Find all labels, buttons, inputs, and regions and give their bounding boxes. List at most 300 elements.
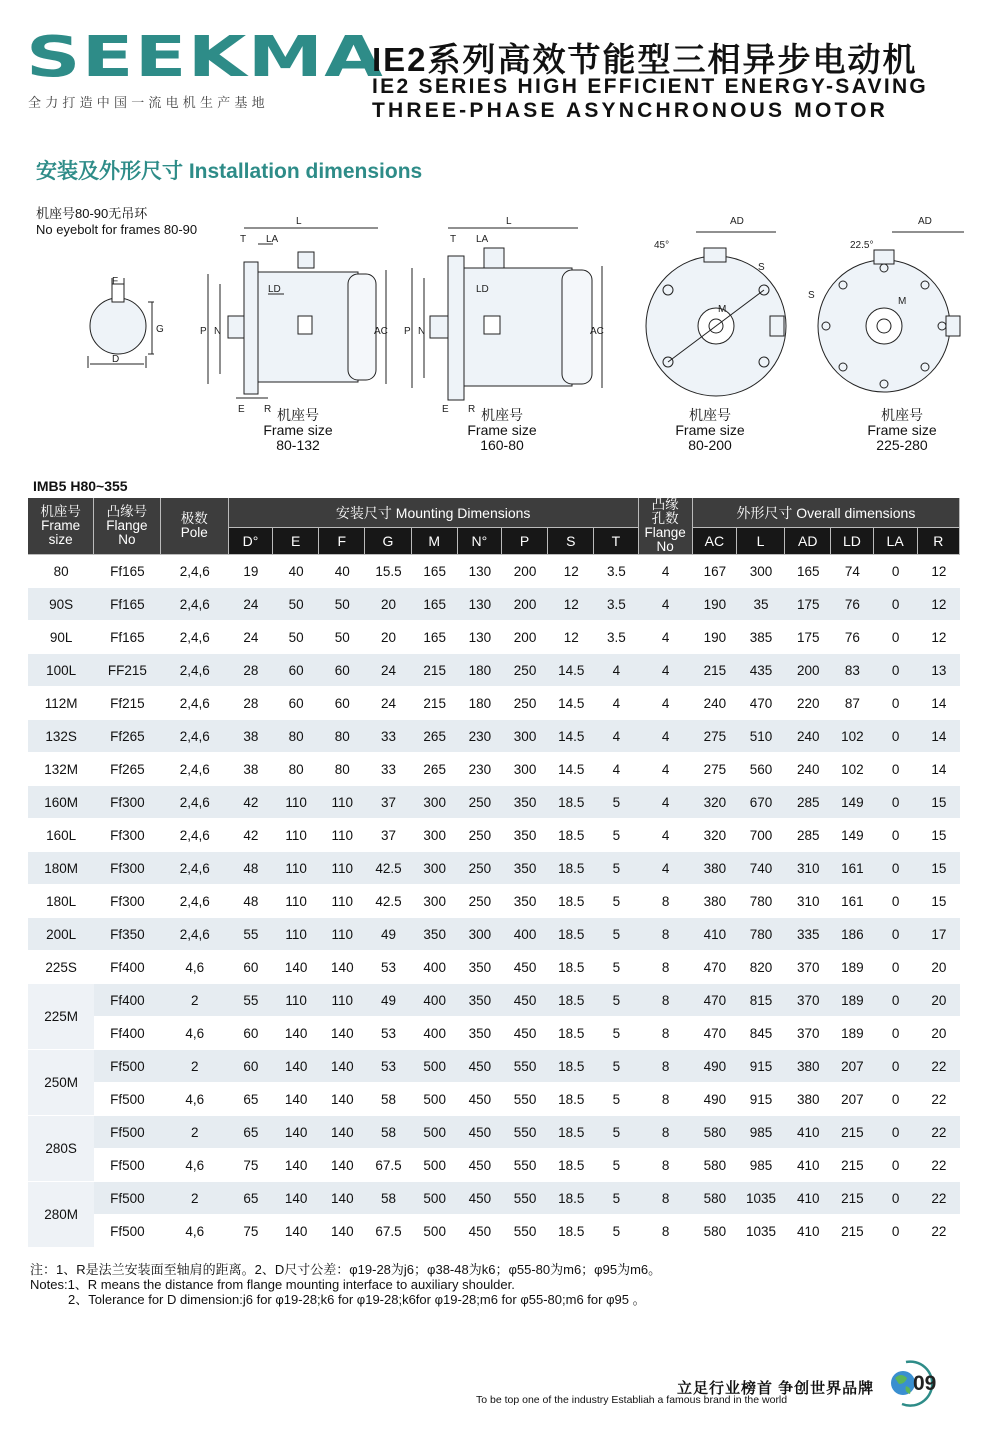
table-cell: 130 [458, 588, 502, 621]
table-cell: 28 [229, 654, 273, 687]
table-cell: Ff300 [94, 786, 160, 819]
table-cell: 490 [693, 1050, 737, 1083]
table-cell: 74 [831, 555, 873, 588]
table-cell: 60 [273, 687, 319, 720]
table-cell: 110 [273, 918, 319, 951]
table-cell: 20 [918, 984, 960, 1017]
table-cell: 4,6 [161, 1149, 229, 1182]
table-cell: 215 [693, 654, 737, 687]
frame-size-cell: 90L [28, 621, 94, 654]
table-cell: 12 [918, 588, 960, 621]
table-cell: 189 [831, 1017, 873, 1050]
table-cell: 14.5 [548, 654, 594, 687]
notes [30, 1262, 661, 1307]
table-cell: 140 [273, 1017, 319, 1050]
column-header: P [502, 528, 548, 555]
frame-size-cell: 280M [28, 1182, 94, 1248]
table-cell: 5 [594, 1050, 638, 1083]
table-cell: 300 [412, 852, 458, 885]
table-cell: 4 [639, 720, 693, 753]
table-cell: 12 [548, 588, 594, 621]
table-cell: 110 [319, 786, 365, 819]
table-cell: 110 [273, 852, 319, 885]
table-cell: 140 [273, 1215, 319, 1248]
table-cell: 65 [229, 1182, 273, 1215]
table-cell: 400 [412, 1017, 458, 1050]
table-cell: 58 [365, 1116, 411, 1149]
table-cell: 2,4,6 [161, 753, 229, 786]
table-cell: 17 [918, 918, 960, 951]
svg-text:S: S [808, 290, 815, 301]
table-cell: 500 [412, 1182, 458, 1215]
table-cell: 4,6 [161, 1017, 229, 1050]
table-cell: Ff500 [94, 1215, 160, 1248]
table-cell: 0 [874, 720, 918, 753]
column-header: E [273, 528, 319, 555]
table-cell: 300 [412, 819, 458, 852]
table-row [28, 819, 960, 852]
page-number: 09 [913, 1372, 937, 1395]
svg-text:LA: LA [476, 234, 489, 245]
frame-size-cell: 225S [28, 951, 94, 984]
table-cell: 4 [639, 819, 693, 852]
table-cell: 240 [785, 720, 831, 753]
table-cell: 60 [273, 654, 319, 687]
table-cell: 165 [412, 621, 458, 654]
column-header: L [737, 528, 785, 555]
table-row [28, 1182, 960, 1215]
table-cell: 400 [502, 918, 548, 951]
table-cell: 18.5 [548, 1116, 594, 1149]
table-cell: 550 [502, 1182, 548, 1215]
table-cell: 8 [639, 1083, 693, 1116]
table-cell: 14 [918, 753, 960, 786]
svg-text:P: P [404, 326, 411, 337]
svg-text:AD: AD [730, 216, 744, 227]
table-cell: 2,4,6 [161, 918, 229, 951]
table-cell: 2,4,6 [161, 852, 229, 885]
table-cell: 285 [785, 819, 831, 852]
table-cell: 102 [831, 720, 873, 753]
table-cell: 15.5 [365, 555, 411, 588]
svg-text:F: F [112, 276, 119, 287]
table-cell: 15 [918, 852, 960, 885]
table-cell: 0 [874, 621, 918, 654]
table-cell: 2 [161, 1182, 229, 1215]
table-cell: 20 [918, 1017, 960, 1050]
table-cell: 19 [229, 555, 273, 588]
table-cell: Ff400 [94, 951, 160, 984]
table-cell: 40 [273, 555, 319, 588]
table-cell: 335 [785, 918, 831, 951]
table-cell: 22 [918, 1083, 960, 1116]
table-cell: 4 [639, 687, 693, 720]
table-cell: 815 [737, 984, 785, 1017]
table-cell: 8 [639, 1017, 693, 1050]
table-cell: 300 [737, 555, 785, 588]
table-cell: 60 [319, 654, 365, 687]
diagram-label-range: 80-132 [276, 437, 320, 453]
table-cell: 18.5 [548, 918, 594, 951]
table-cell: 140 [273, 1149, 319, 1182]
table-cell: 490 [693, 1083, 737, 1116]
table-cell: 22 [918, 1182, 960, 1215]
table-cell: 2 [161, 1050, 229, 1083]
table-row [28, 687, 960, 720]
table-cell: 20 [365, 588, 411, 621]
table-cell: 140 [273, 1182, 319, 1215]
table-cell: Ff265 [94, 753, 160, 786]
table-cell: 250 [458, 852, 502, 885]
table-cell: 20 [918, 951, 960, 984]
table-row [28, 753, 960, 786]
table-cell: 58 [365, 1083, 411, 1116]
table-cell: 0 [874, 984, 918, 1017]
table-cell: 2 [161, 1116, 229, 1149]
table-cell: 3.5 [594, 588, 638, 621]
table-cell: 5 [594, 1215, 638, 1248]
table-cell: 670 [737, 786, 785, 819]
table-cell: 2,4,6 [161, 687, 229, 720]
table-cell: 0 [874, 1215, 918, 1248]
table-cell: 2,4,6 [161, 621, 229, 654]
table-cell: 500 [412, 1215, 458, 1248]
table-cell: 310 [785, 885, 831, 918]
diagram-label-en: Frame size [263, 422, 333, 438]
table-cell: 33 [365, 720, 411, 753]
table-cell: 0 [874, 951, 918, 984]
page-title-en-line1: IE2 SERIES HIGH EFFICIENT ENERGY-SAVING [372, 75, 929, 98]
frame-size-cell: 112M [28, 687, 94, 720]
table-cell: 250 [502, 654, 548, 687]
table-cell: 4 [639, 786, 693, 819]
table-cell: 450 [502, 1017, 548, 1050]
table-cell: Ff165 [94, 555, 160, 588]
table-cell: 470 [693, 951, 737, 984]
table-cell: 3.5 [594, 621, 638, 654]
table-cell: 48 [229, 852, 273, 885]
frame-size-cell: 180M [28, 852, 94, 885]
table-cell: 4,6 [161, 1083, 229, 1116]
table-cell: 75 [229, 1149, 273, 1182]
table-cell: 350 [502, 819, 548, 852]
table-cell: 65 [229, 1083, 273, 1116]
svg-text:M: M [718, 304, 727, 315]
table-cell: 450 [458, 1050, 502, 1083]
svg-text:N: N [214, 326, 222, 337]
table-cell: 33 [365, 753, 411, 786]
table-cell: 300 [458, 918, 502, 951]
table-cell: 580 [693, 1215, 737, 1248]
motor-side-view-160-80 [404, 216, 604, 415]
table-cell: 180 [458, 654, 502, 687]
table-cell: 0 [874, 918, 918, 951]
table-cell: 8 [639, 951, 693, 984]
shaft-section-drawing [88, 276, 164, 368]
table-cell: 1035 [737, 1182, 785, 1215]
table-cell: 370 [785, 1017, 831, 1050]
table-row [28, 1017, 960, 1050]
table-cell: 8 [639, 1149, 693, 1182]
column-header: R [918, 528, 960, 555]
svg-text:LA: LA [266, 234, 279, 245]
svg-text:L: L [296, 216, 302, 227]
table-cell: 18.5 [548, 984, 594, 1017]
table-cell: 5 [594, 1083, 638, 1116]
table-cell: 110 [319, 885, 365, 918]
table-cell: 275 [693, 720, 737, 753]
table-cell: 5 [594, 951, 638, 984]
installation-diagrams [28, 198, 968, 462]
table-cell: Ff500 [94, 1083, 160, 1116]
table-cell: 50 [319, 621, 365, 654]
table-cell: 22 [918, 1116, 960, 1149]
table-cell: 380 [785, 1083, 831, 1116]
table-cell: 240 [693, 687, 737, 720]
table-row [28, 555, 960, 588]
table-cell: 450 [458, 1182, 502, 1215]
svg-text:M: M [898, 296, 907, 307]
table-cell: 250 [458, 819, 502, 852]
table-cell: 4 [639, 753, 693, 786]
table-cell: 410 [785, 1116, 831, 1149]
table-cell: 450 [458, 1215, 502, 1248]
table-cell: 2,4,6 [161, 555, 229, 588]
table-cell: 189 [831, 984, 873, 1017]
svg-text:R: R [468, 404, 476, 415]
svg-text:L: L [506, 216, 512, 227]
diagram-label-range: 225-280 [876, 437, 928, 453]
table-cell: 5 [594, 786, 638, 819]
diagram-label-range: 80-200 [688, 437, 732, 453]
table-cell: 550 [502, 1149, 548, 1182]
note-en-2: 2、Tolerance for D dimension:j6 for φ19-28;k6 for φ19-28;k6for φ19-28;m6 for φ55-80;m6 for φ95 。 [68, 1292, 646, 1307]
table-cell: 37 [365, 819, 411, 852]
table-cell: 15 [918, 786, 960, 819]
table-cell: 58 [365, 1182, 411, 1215]
table-cell: 985 [737, 1116, 785, 1149]
svg-text:S: S [758, 262, 765, 273]
table-row [28, 588, 960, 621]
table-cell: 18.5 [548, 786, 594, 819]
diagram-label-4 [854, 408, 950, 453]
table-cell: 4 [639, 654, 693, 687]
table-cell: 350 [458, 951, 502, 984]
table-cell: 470 [693, 984, 737, 1017]
table-cell: 350 [458, 984, 502, 1017]
table-cell: 215 [412, 687, 458, 720]
table-cell: 0 [874, 786, 918, 819]
table-cell: 14.5 [548, 753, 594, 786]
table-cell: 500 [412, 1083, 458, 1116]
frame-size-cell: 180L [28, 885, 94, 918]
table-cell: 5 [594, 1017, 638, 1050]
diagram-label-en: Frame size [675, 422, 745, 438]
table-cell: 250 [458, 885, 502, 918]
table-cell: 300 [412, 885, 458, 918]
table-cell: 5 [594, 984, 638, 1017]
table-cell: 380 [785, 1050, 831, 1083]
diagram-label-cn: 机座号 [277, 407, 319, 423]
table-cell: 8 [639, 885, 693, 918]
table-cell: 0 [874, 1017, 918, 1050]
table-cell: 83 [831, 654, 873, 687]
table-cell: 140 [319, 1050, 365, 1083]
column-header: D° [229, 528, 273, 555]
table-cell: 75 [229, 1215, 273, 1248]
table-cell: 380 [693, 885, 737, 918]
diagram-label-3 [662, 408, 758, 453]
table-cell: 385 [737, 621, 785, 654]
table-cell: 140 [319, 1149, 365, 1182]
table-cell: 350 [458, 1017, 502, 1050]
table-cell: 50 [273, 588, 319, 621]
table-cell: 149 [831, 786, 873, 819]
table-cell: 2,4,6 [161, 720, 229, 753]
table-cell: 350 [502, 786, 548, 819]
note-cn: 注：1、R是法兰安装面至轴肩的距离。2、D尺寸公差：φ19-28为j6；φ38-48为k6；φ55-80为m6；φ95为m6。 [30, 1262, 662, 1277]
table-cell: 250 [458, 786, 502, 819]
table-cell: 53 [365, 1050, 411, 1083]
svg-text:LD: LD [476, 284, 489, 295]
table-cell: 2,4,6 [161, 588, 229, 621]
table-cell: 5 [594, 1149, 638, 1182]
table-cell: 4 [639, 621, 693, 654]
table-cell: 915 [737, 1083, 785, 1116]
table-cell: 175 [785, 588, 831, 621]
table-cell: 15 [918, 885, 960, 918]
column-header: G [365, 528, 411, 555]
table-cell: 300 [502, 720, 548, 753]
table-row [28, 654, 960, 687]
table-cell: 42.5 [365, 852, 411, 885]
table-cell: 4 [639, 555, 693, 588]
table-cell: 55 [229, 984, 273, 1017]
table-cell: 5 [594, 1116, 638, 1149]
table-cell: 550 [502, 1215, 548, 1248]
diagram-label-range: 160-80 [480, 437, 524, 453]
table-cell: 470 [737, 687, 785, 720]
table-row [28, 984, 960, 1017]
table-cell: 275 [693, 753, 737, 786]
table-cell: 186 [831, 918, 873, 951]
eyebolt-note [36, 206, 197, 238]
table-cell: 200 [502, 621, 548, 654]
table-cell: 13 [918, 654, 960, 687]
table-cell: 140 [319, 1182, 365, 1215]
header-mounting-dimensions: 安装尺寸 Mounting Dimensions [229, 498, 639, 528]
table-cell: 4 [594, 687, 638, 720]
table-cell: 110 [273, 885, 319, 918]
table-cell: 140 [319, 1017, 365, 1050]
table-cell: 190 [693, 588, 737, 621]
table-row [28, 918, 960, 951]
table-row [28, 951, 960, 984]
table-cell: 0 [874, 1149, 918, 1182]
table-cell: 4,6 [161, 1215, 229, 1248]
table-cell: 470 [693, 1017, 737, 1050]
table-cell: 300 [412, 786, 458, 819]
table-cell: 435 [737, 654, 785, 687]
table-cell: 28 [229, 687, 273, 720]
diagram-label-2 [454, 408, 550, 453]
table-cell: 320 [693, 819, 737, 852]
table-cell: 22 [918, 1149, 960, 1182]
table-cell: 285 [785, 786, 831, 819]
page-title-cn: IE2系列高效节能型三相异步电动机 [372, 41, 918, 78]
table-cell: 180 [458, 687, 502, 720]
table-row [28, 786, 960, 819]
table-cell: 230 [458, 753, 502, 786]
svg-text:D: D [112, 354, 120, 365]
diagram-label-en: Frame size [467, 422, 537, 438]
table-cell: Ff400 [94, 984, 160, 1017]
table-cell: 0 [874, 819, 918, 852]
table-cell: Ff300 [94, 852, 160, 885]
svg-text:E: E [442, 404, 449, 415]
svg-text:G: G [156, 324, 164, 335]
table-cell: 102 [831, 753, 873, 786]
table-cell: 780 [737, 885, 785, 918]
table-cell: 410 [785, 1149, 831, 1182]
table-cell: 110 [319, 918, 365, 951]
table-cell: 207 [831, 1083, 873, 1116]
frame-size-cell: 225M [28, 984, 94, 1050]
table-cell: 350 [502, 885, 548, 918]
table-cell: 400 [412, 951, 458, 984]
table-cell: 18.5 [548, 1083, 594, 1116]
table-cell: 4 [639, 852, 693, 885]
table-cell: 4 [639, 588, 693, 621]
table-cell: 40 [319, 555, 365, 588]
table-cell: 76 [831, 588, 873, 621]
frame-size-cell: 90S [28, 588, 94, 621]
table-cell: 265 [412, 720, 458, 753]
table-cell: 2 [161, 984, 229, 1017]
table-row [28, 852, 960, 885]
table-cell: 18.5 [548, 885, 594, 918]
table-cell: 220 [785, 687, 831, 720]
table-cell: 985 [737, 1149, 785, 1182]
eyebolt-note-en: No eyebolt for frames 80-90 [36, 222, 198, 237]
table-cell: 8 [639, 1050, 693, 1083]
svg-text:E: E [238, 404, 245, 415]
header-flange-holes: 凸缘 孔数 Flange No [639, 498, 693, 555]
table-row [28, 1050, 960, 1083]
frame-size-cell: 250M [28, 1050, 94, 1116]
table-cell: 370 [785, 951, 831, 984]
svg-text:T: T [240, 234, 247, 245]
table-cell: 4 [594, 654, 638, 687]
table-cell: 140 [319, 1215, 365, 1248]
diagram-label-cn: 机座号 [481, 407, 523, 423]
table-cell: Ff400 [94, 1017, 160, 1050]
table-cell: 80 [319, 753, 365, 786]
table-cell: 8 [639, 1215, 693, 1248]
table-cell: 200 [785, 654, 831, 687]
section-title: 安装及外形尺寸 Installation dimensions [36, 160, 423, 183]
table-cell: 0 [874, 555, 918, 588]
diagram-label-cn: 机座号 [689, 407, 731, 423]
table-cell: 780 [737, 918, 785, 951]
table-cell: 24 [365, 687, 411, 720]
svg-text:N: N [418, 326, 426, 337]
diagram-label-1 [250, 408, 346, 453]
table-cell: 24 [229, 621, 273, 654]
table-cell: 165 [412, 588, 458, 621]
table-cell: 2,4,6 [161, 819, 229, 852]
table-cell: 265 [412, 753, 458, 786]
